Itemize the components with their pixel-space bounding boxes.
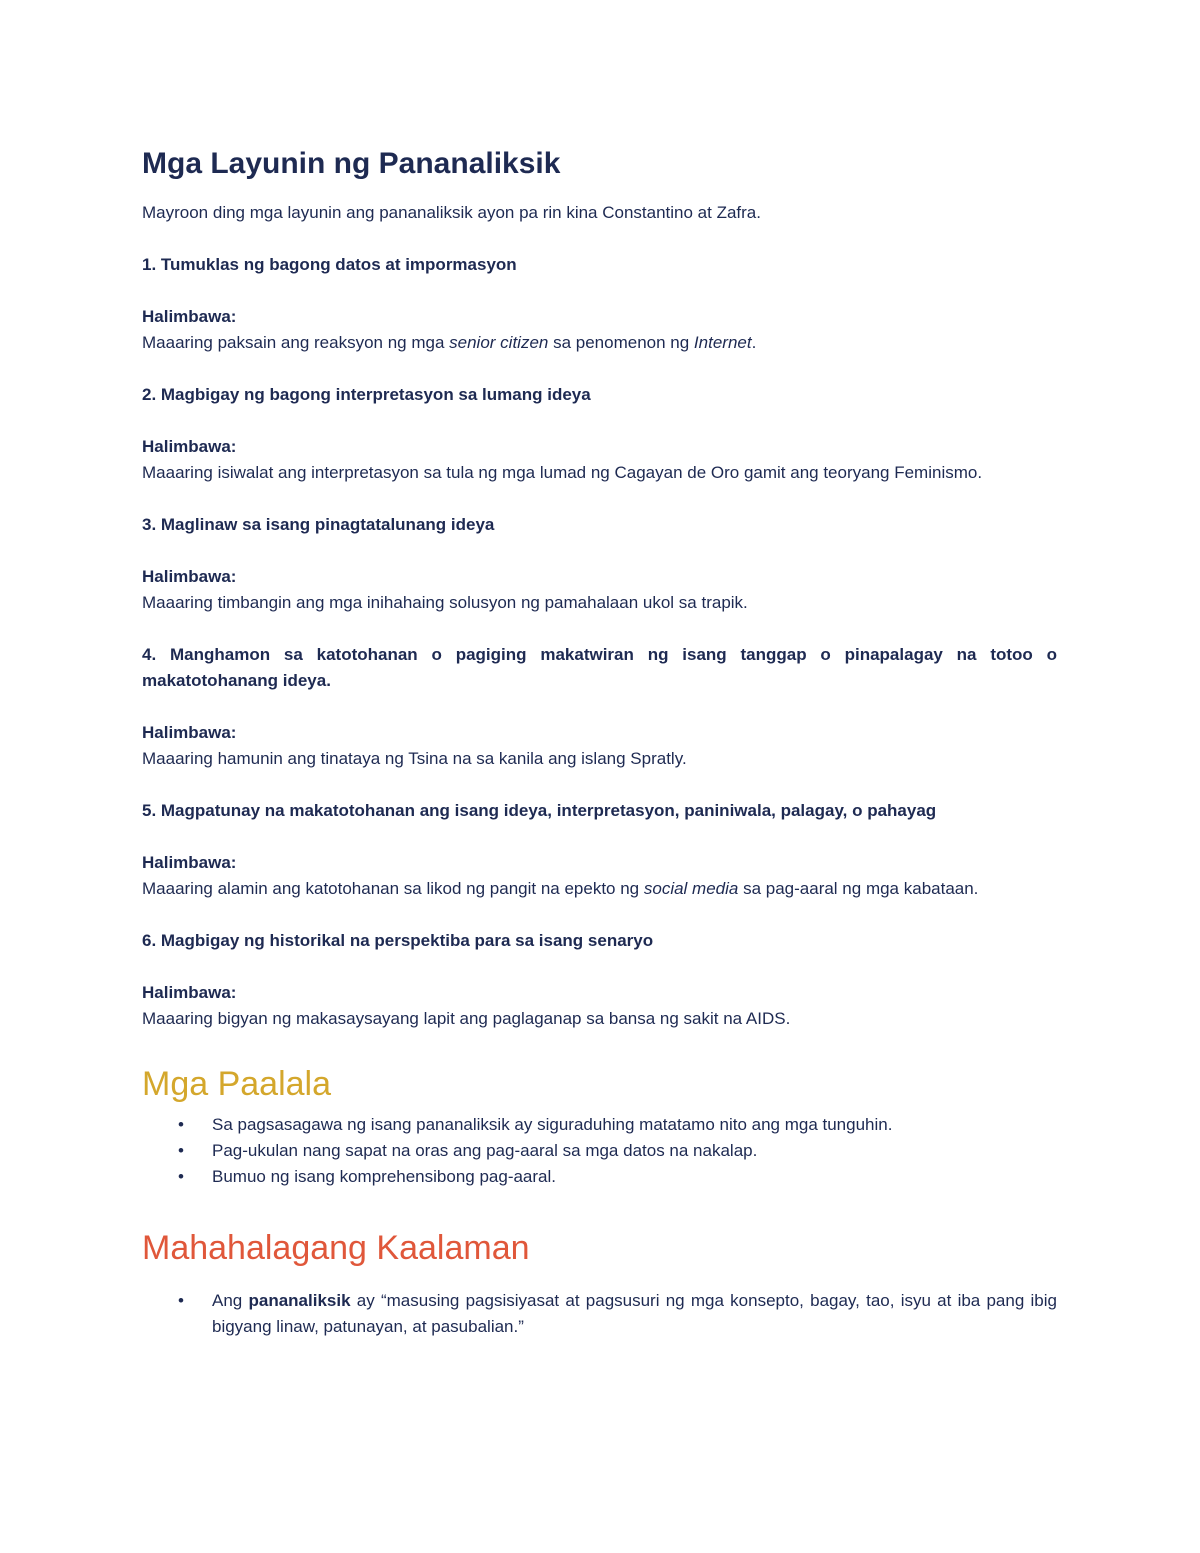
example-text: Maaaring hamunin ang tinataya ng Tsina na sa kanila ang islang Spratly. — [142, 749, 687, 768]
objective-6 — [142, 928, 1057, 1032]
example-text-part: Maaaring paksain ang reaksyon ng mga — [142, 333, 450, 352]
spacer — [142, 356, 1057, 382]
list-item-text: Pag-ukulan nang sapat na oras ang pag-aaral sa mga datos na nakalap. — [212, 1141, 758, 1160]
objective-2 — [142, 382, 1057, 486]
objective-heading: 6. Magbigay ng historikal na perspektiba para sa isang senaryo — [142, 931, 654, 950]
list-item-text: Bumuo ng isang komprehensibong pag-aaral. — [212, 1167, 557, 1186]
example-text: Maaaring isiwalat ang interpretasyon sa tula ng mga lumad ng Cagayan de Oro gamit ang teoryang Feminismo. — [142, 463, 983, 482]
example-text-part: sa pag-aaral ng mga kabataan. — [738, 879, 979, 898]
spacer — [142, 954, 1057, 980]
intro-paragraph: Mayroon ding mga layunin ang pananaliksik ayon pa rin kina Constantino at Zafra. — [142, 203, 761, 222]
example-text-part: . — [751, 333, 757, 352]
spacer — [142, 486, 1057, 512]
objective-5 — [142, 798, 1057, 902]
objective-heading: 4. Manghamon sa katotohanan o pagiging makatwiran ng isang tanggap o pinapalagay na totoo o makatotohanang ideya. — [142, 645, 1057, 690]
document-page — [142, 140, 1057, 1340]
spacer — [142, 824, 1057, 850]
page-title: Mga Layunin ng Pananaliksik — [142, 147, 561, 180]
example-text-part: sa penomenon ng — [548, 333, 694, 352]
objective-1 — [142, 252, 1057, 356]
list-item — [142, 1138, 1057, 1164]
spacer — [142, 538, 1057, 564]
spacer — [142, 616, 1057, 642]
spacer — [142, 226, 1057, 252]
objective-heading: 3. Maglinaw sa isang pinagtatalunang ideya — [142, 515, 495, 534]
paalala-list — [142, 1112, 1057, 1190]
list-item-bold-term: pananaliksik — [248, 1291, 351, 1310]
spacer — [142, 408, 1057, 434]
objective-heading: 1. Tumuklas ng bagong datos at impormasyon — [142, 255, 517, 274]
example-italic-term: social media — [643, 879, 739, 898]
kaalaman-title: Mahahalagang Kaalaman — [142, 1229, 530, 1267]
list-item-text-prefix: Ang — [212, 1291, 249, 1310]
bullet-icon: • — [178, 1291, 184, 1310]
spacer — [142, 902, 1057, 928]
objective-heading: 2. Magbigay ng bagong interpretasyon sa lumang ideya — [142, 385, 591, 404]
objective-3 — [142, 512, 1057, 616]
example-text: Maaaring bigyan ng makasaysayang lapit ang paglaganap sa bansa ng sakit na AIDS. — [142, 1009, 791, 1028]
objective-heading: 5. Magpatunay na makatotohanan ang isang ideya, interpretasyon, paniniwala, palagay, o pahayag — [142, 801, 937, 820]
example-label: Halimbawa: — [142, 437, 237, 456]
list-item-text-rest: ay “masusing pagsisiyasat at pagsusuri ng mga konsepto, bagay, tao, isyu at iba pang ibig bigyang linaw, patunayan, at pasubalian.” — [212, 1291, 1057, 1336]
kaalaman-list — [142, 1288, 1057, 1340]
spacer — [142, 694, 1057, 720]
bullet-icon: • — [178, 1141, 184, 1160]
bullet-icon: • — [178, 1115, 184, 1134]
list-item — [142, 1112, 1057, 1138]
list-item-text: Sa pagsasagawa ng isang pananaliksik ay siguraduhing matatamo nito ang mga tunguhin. — [212, 1115, 893, 1134]
example-label: Halimbawa: — [142, 723, 237, 742]
spacer — [142, 772, 1057, 798]
example-text: Maaaring timbangin ang mga inihahaing solusyon ng pamahalaan ukol sa trapik. — [142, 593, 748, 612]
example-text — [142, 876, 1057, 902]
example-label: Halimbawa: — [142, 307, 237, 326]
bullet-icon: • — [178, 1167, 184, 1186]
objective-4 — [142, 642, 1057, 772]
paalala-title: Mga Paalala — [142, 1065, 332, 1103]
example-label: Halimbawa: — [142, 567, 237, 586]
example-italic-term: senior citizen — [449, 333, 549, 352]
example-text-part: Maaaring alamin ang katotohanan sa likod ng pangit na epekto ng — [142, 879, 644, 898]
example-italic-term: Internet — [693, 333, 752, 352]
list-item — [142, 1288, 1057, 1340]
example-label: Halimbawa: — [142, 983, 237, 1002]
example-text — [142, 330, 1057, 356]
list-item — [142, 1164, 1057, 1190]
spacer — [142, 278, 1057, 304]
example-label: Halimbawa: — [142, 853, 237, 872]
